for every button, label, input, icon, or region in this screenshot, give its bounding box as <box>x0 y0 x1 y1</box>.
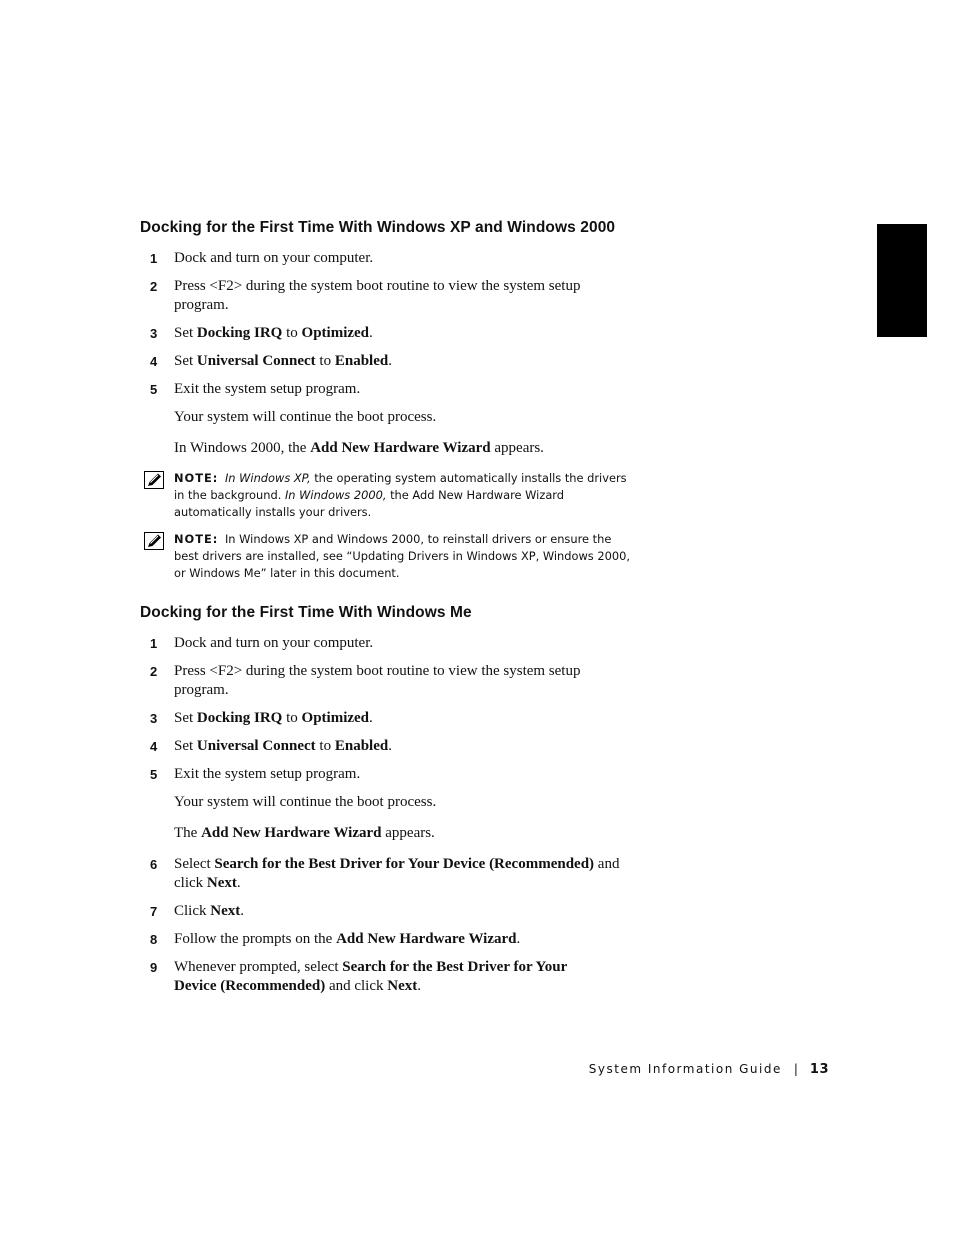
list-item <box>150 930 630 949</box>
list-item <box>150 324 630 343</box>
step-text: Dock and turn on your computer. <box>174 250 374 266</box>
note-text: NOTE: In Windows XP, the operating system automatically installs the drivers in the background. In Windows 2000, the Add New Hardware Wizard automatically installs your drivers. <box>174 471 627 519</box>
chapter-tab-marker <box>877 224 927 337</box>
step-text: Click Next. <box>174 903 244 919</box>
step-number: 5 <box>150 382 158 397</box>
list-item <box>150 765 630 784</box>
step-continuation-text: Your system will continue the boot process. <box>174 794 437 810</box>
step-number: 2 <box>150 279 158 294</box>
note-block <box>144 531 634 582</box>
note-pencil-icon <box>144 471 164 489</box>
step-continuation-text: The Add New Hardware Wizard appears. <box>174 825 435 841</box>
step-text: Set Universal Connect to Enabled. <box>174 353 392 369</box>
step-number: 2 <box>150 664 158 679</box>
step-text: Set Universal Connect to Enabled. <box>174 738 392 754</box>
list-item <box>150 855 630 893</box>
step-text: Exit the system setup program. <box>174 381 361 397</box>
list-item <box>150 277 630 315</box>
page-number: 13 <box>809 1062 829 1077</box>
step-number: 5 <box>150 767 158 782</box>
step-number: 4 <box>150 354 158 369</box>
step-text: Whenever prompted, select Search for the Best Driver for Your Device (Recommended) and click Next. <box>174 959 567 994</box>
footer-separator: | <box>793 1062 798 1076</box>
step-continuation-text: Your system will continue the boot process. <box>174 409 437 425</box>
step-continuation-text: In Windows 2000, the Add New Hardware Wizard appears. <box>174 440 544 456</box>
note-block <box>144 470 634 521</box>
step-text: Press <F2> during the system boot routine to view the system setup program. <box>174 663 581 698</box>
step-text: Press <F2> during the system boot routine to view the system setup program. <box>174 278 581 313</box>
list-item <box>150 902 630 921</box>
footer-guide-title: System Information Guide <box>588 1062 782 1076</box>
step-text: Select Search for the Best Driver for Your Device (Recommended) and click Next. <box>174 856 620 891</box>
step-number: 9 <box>150 960 158 975</box>
section-heading-xp-2000: Docking for the First Time With Windows XP and Windows 2000 <box>140 219 616 236</box>
section-heading-me: Docking for the First Time With Windows Me <box>140 604 472 621</box>
step-number: 3 <box>150 711 158 726</box>
step-number: 6 <box>150 857 158 872</box>
step-text: Dock and turn on your computer. <box>174 635 374 651</box>
list-item <box>150 662 630 700</box>
step-text: Set Docking IRQ to Optimized. <box>174 325 373 341</box>
step-text: Follow the prompts on the Add New Hardware Wizard. <box>174 931 521 947</box>
list-item <box>150 249 630 268</box>
list-item <box>150 352 630 371</box>
list-item <box>150 380 630 399</box>
step-text: Set Docking IRQ to Optimized. <box>174 710 373 726</box>
list-item <box>150 709 630 728</box>
list-item <box>150 737 630 756</box>
list-item <box>150 634 630 653</box>
step-number: 1 <box>150 251 158 266</box>
step-number: 1 <box>150 636 158 651</box>
step-number: 8 <box>150 932 158 947</box>
step-number: 7 <box>150 904 158 919</box>
note-pencil-icon <box>144 532 164 550</box>
step-number: 4 <box>150 739 158 754</box>
note-text: NOTE: In Windows XP and Windows 2000, to reinstall drivers or ensure the best drivers are installed, see “Updating Drivers in Windows XP, Windows 2000, or Windows Me” later in this document. <box>174 532 630 580</box>
step-number: 3 <box>150 326 158 341</box>
step-text: Exit the system setup program. <box>174 766 361 782</box>
page-footer <box>589 1062 829 1077</box>
list-item <box>150 958 610 996</box>
